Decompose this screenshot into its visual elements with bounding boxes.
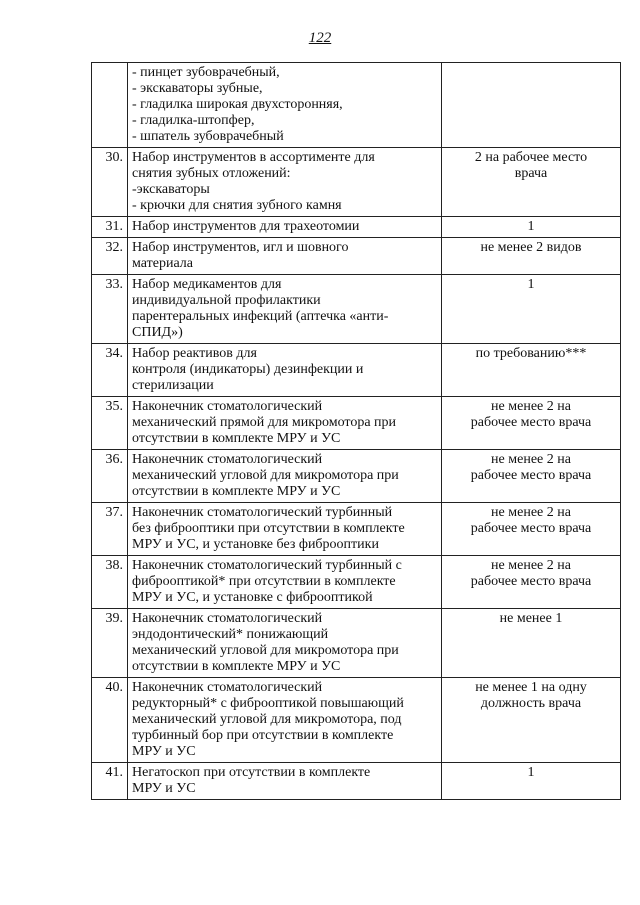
description-line: отсутствии в комплекте МРУ и УС <box>132 484 341 499</box>
item-quantity <box>442 344 621 397</box>
description-line: - экскаваторы зубные, <box>132 81 263 96</box>
description-line: Наконечник стоматологический <box>132 452 323 467</box>
description-line: отсутствии в комплекте МРУ и УС <box>132 431 341 446</box>
row-number: 34. <box>92 344 128 397</box>
quantity-line: не менее 2 на <box>491 505 571 520</box>
description-line: МРУ и УС <box>132 781 196 796</box>
description-line: парентеральных инфекций (аптечка «анти- <box>132 309 389 324</box>
item-quantity <box>442 503 621 556</box>
table-row <box>92 397 621 450</box>
description-line: механический угловой для микромотора при <box>132 643 399 658</box>
description-line: Набор инструментов в ассортименте для <box>132 150 375 165</box>
item-description <box>128 217 442 238</box>
page-number: 122 <box>308 30 332 46</box>
item-quantity <box>442 63 621 148</box>
table-row <box>92 148 621 217</box>
item-quantity <box>442 275 621 344</box>
description-line: механический прямой для микромотора при <box>132 415 397 430</box>
quantity-line: не менее 1 <box>499 611 563 626</box>
item-description <box>128 609 442 678</box>
table-row <box>92 344 621 397</box>
description-line: - гладилка-штопфер, <box>132 113 255 128</box>
description-line: МРУ и УС <box>132 744 196 759</box>
description-line: Набор инструментов для трахеотомии <box>132 219 360 234</box>
description-line: фиброоптикой* при отсутствии в комплекте <box>132 574 396 589</box>
description-line: механический угловой для микромотора при <box>132 468 399 483</box>
table-row <box>92 556 621 609</box>
row-number: 37. <box>92 503 128 556</box>
quantity-line: рабочее место врача <box>470 521 592 536</box>
description-line: Набор медикаментов для <box>132 277 282 292</box>
quantity-line: рабочее место врача <box>470 574 592 589</box>
table-row <box>92 238 621 275</box>
description-line: - пинцет зубоврачебный, <box>132 65 280 80</box>
description-line: - гладилка широкая двухсторонняя, <box>132 97 343 112</box>
quantity-line: не менее 2 на <box>491 399 571 414</box>
equipment-table <box>91 62 621 800</box>
description-line: - шпатель зубоврачебный <box>132 129 284 144</box>
description-line: Наконечник стоматологический <box>132 611 323 626</box>
quantity-line: 1 <box>527 277 535 292</box>
description-line: контроля (индикаторы) дезинфекции и <box>132 362 364 377</box>
row-number <box>92 63 128 148</box>
quantity-line: не менее 2 видов <box>480 240 582 255</box>
table-row <box>92 450 621 503</box>
description-line: - крючки для снятия зубного камня <box>132 198 342 213</box>
description-line: -экскаваторы <box>132 182 210 197</box>
item-quantity <box>442 450 621 503</box>
item-description <box>128 450 442 503</box>
quantity-line: врача <box>514 166 548 181</box>
item-quantity <box>442 678 621 763</box>
quantity-line: 2 на рабочее место <box>474 150 588 165</box>
table-row <box>92 275 621 344</box>
table-row <box>92 63 621 148</box>
item-description <box>128 556 442 609</box>
item-description <box>128 678 442 763</box>
description-line: МРУ и УС, и установке с фиброоптикой <box>132 590 373 605</box>
table-row <box>92 609 621 678</box>
item-quantity <box>442 397 621 450</box>
description-line: турбинный бор при отсутствии в комплекте <box>132 728 394 743</box>
item-description <box>128 63 442 148</box>
description-line: Негатоскоп при отсутствии в комплекте <box>132 765 371 780</box>
description-line: механический угловой для микромотора, под <box>132 712 402 727</box>
description-line: Набор инструментов, игл и шовного <box>132 240 349 255</box>
row-number: 33. <box>92 275 128 344</box>
quantity-line: не менее 2 на <box>491 452 571 467</box>
quantity-line: рабочее место врача <box>470 468 592 483</box>
row-number: 32. <box>92 238 128 275</box>
description-line: стерилизации <box>132 378 214 393</box>
row-number: 36. <box>92 450 128 503</box>
description-line: снятия зубных отложений: <box>132 166 291 181</box>
table-row <box>92 503 621 556</box>
quantity-line: не менее 1 на одну <box>475 680 587 695</box>
quantity-line: 1 <box>527 219 535 234</box>
table-row <box>92 678 621 763</box>
quantity-line: рабочее место врача <box>470 415 592 430</box>
row-number: 35. <box>92 397 128 450</box>
item-description <box>128 148 442 217</box>
quantity-line: по требованию*** <box>475 346 587 361</box>
table-body <box>92 63 621 800</box>
quantity-line: 1 <box>527 765 535 780</box>
row-number: 38. <box>92 556 128 609</box>
description-line: эндодонтический* понижающий <box>132 627 329 642</box>
item-description <box>128 238 442 275</box>
description-line: Наконечник стоматологический <box>132 399 323 414</box>
description-line: Наконечник стоматологический турбинный с <box>132 558 402 573</box>
item-description <box>128 503 442 556</box>
table-row <box>92 763 621 800</box>
item-description <box>128 344 442 397</box>
item-description <box>128 397 442 450</box>
row-number: 40. <box>92 678 128 763</box>
item-quantity <box>442 217 621 238</box>
item-quantity <box>442 609 621 678</box>
description-line: Наконечник стоматологический турбинный <box>132 505 393 520</box>
description-line: отсутствии в комплекте МРУ и УС <box>132 659 341 674</box>
item-description <box>128 275 442 344</box>
description-line: Набор реактивов для <box>132 346 257 361</box>
description-line: редукторный* с фиброоптикой повышающий <box>132 696 404 711</box>
description-line: Наконечник стоматологический <box>132 680 323 695</box>
item-quantity <box>442 763 621 800</box>
item-quantity <box>442 238 621 275</box>
description-line: индивидуальной профилактики <box>132 293 321 308</box>
description-line: без фиброоптики при отсутствии в комплекте <box>132 521 405 536</box>
table-row <box>92 217 621 238</box>
description-line: СПИД») <box>132 325 183 340</box>
description-line: материала <box>132 256 193 271</box>
quantity-line: должность врача <box>480 696 582 711</box>
item-quantity <box>442 148 621 217</box>
quantity-line: не менее 2 на <box>491 558 571 573</box>
row-number: 41. <box>92 763 128 800</box>
item-description <box>128 763 442 800</box>
row-number: 30. <box>92 148 128 217</box>
row-number: 39. <box>92 609 128 678</box>
description-line: МРУ и УС, и установке без фиброоптики <box>132 537 379 552</box>
row-number: 31. <box>92 217 128 238</box>
item-quantity <box>442 556 621 609</box>
